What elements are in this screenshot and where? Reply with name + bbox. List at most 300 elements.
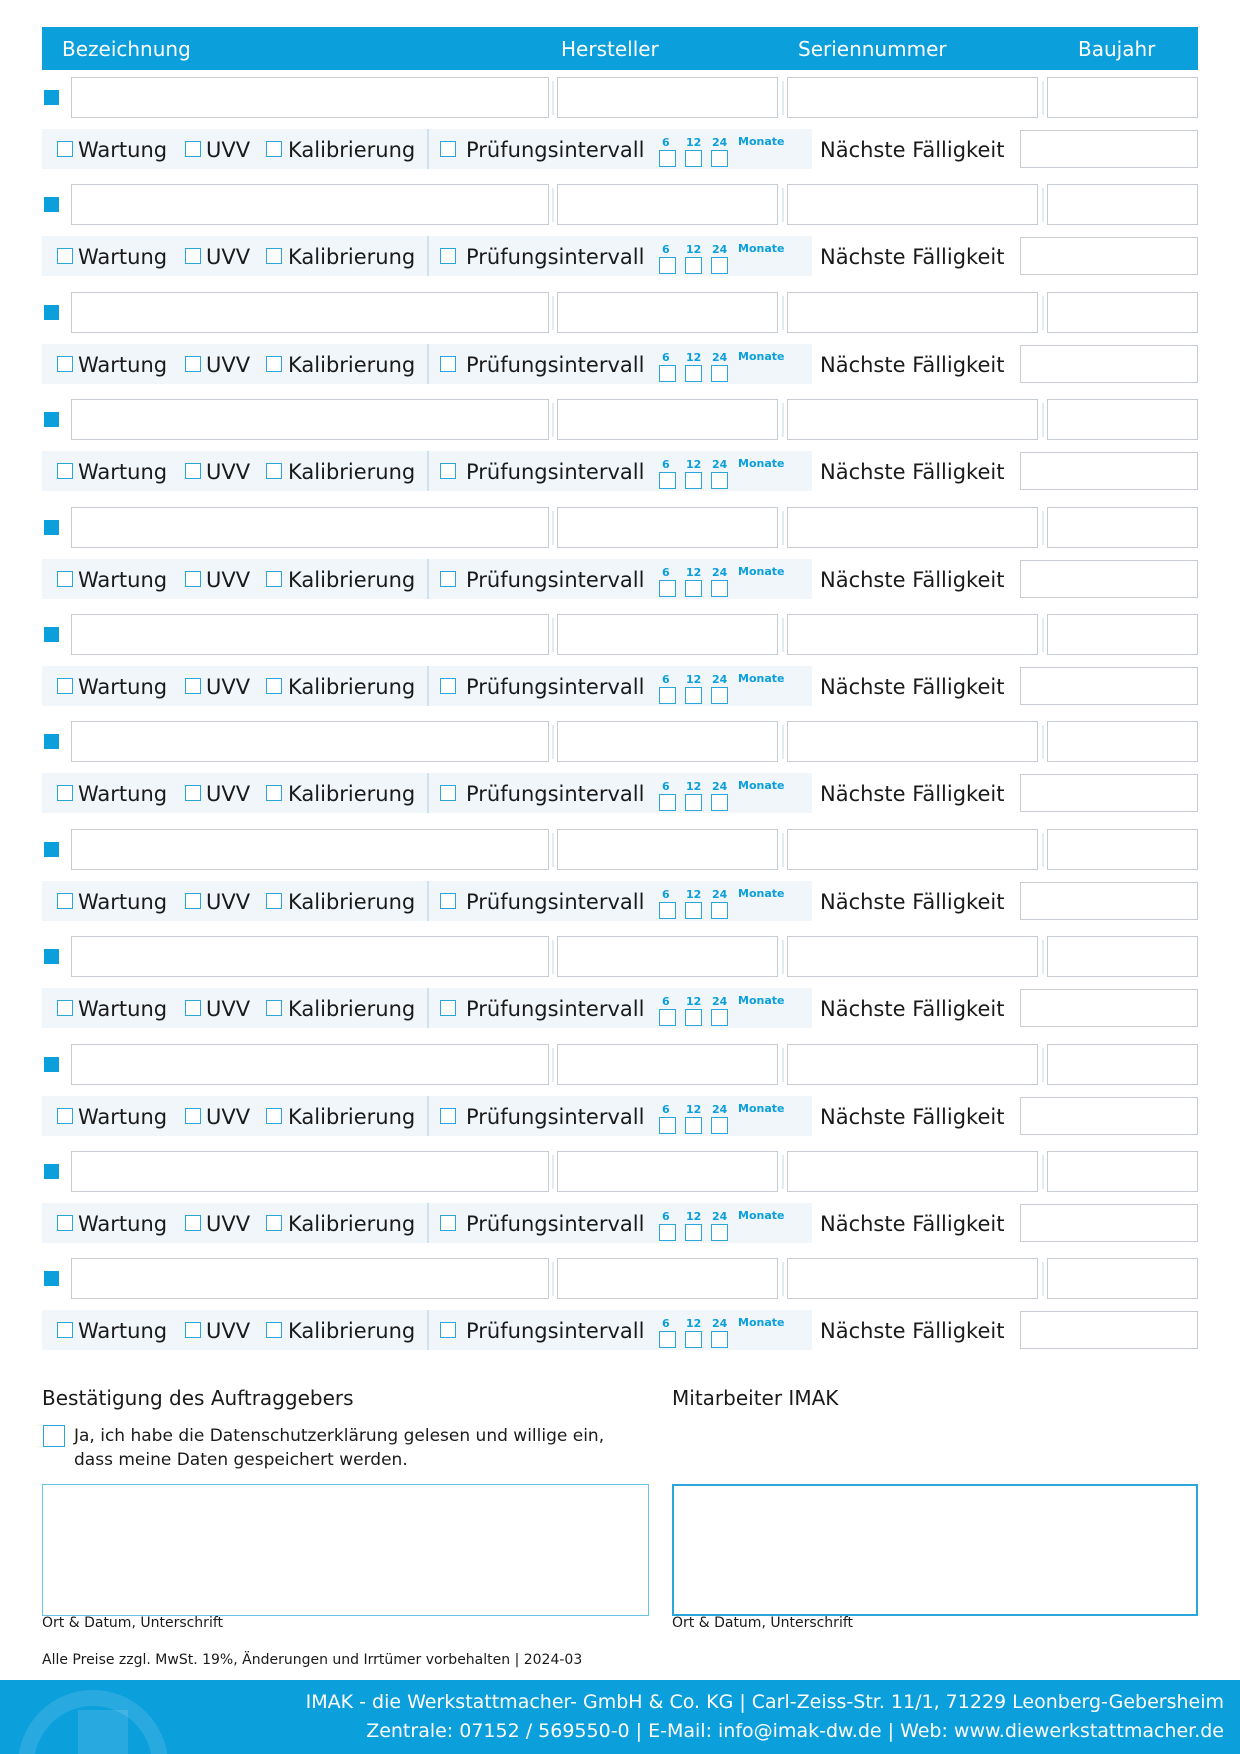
baujahr-field[interactable] (1047, 721, 1198, 762)
interval-24-checkbox[interactable] (711, 472, 728, 489)
baujahr-field[interactable] (1047, 77, 1198, 118)
wartung-label: Wartung (78, 890, 168, 914)
naechste-faelligkeit-field[interactable] (1020, 560, 1198, 598)
hersteller-field[interactable] (557, 184, 778, 225)
hersteller-field[interactable] (557, 292, 778, 333)
uvv-label: UVV (206, 675, 251, 699)
monate-label: Monate (738, 779, 785, 792)
column-divider (782, 618, 784, 652)
interval-24-checkbox[interactable] (711, 1224, 728, 1241)
pruefungsintervall-label: Prüfungsintervall (466, 138, 645, 162)
naechste-faelligkeit-field[interactable] (1020, 345, 1198, 383)
options-divider (427, 236, 429, 276)
uvv-label: UVV (206, 890, 251, 914)
column-divider (1042, 1262, 1044, 1296)
column-divider (782, 511, 784, 545)
column-header-seriennummer: Seriennummer (798, 37, 947, 61)
options-divider (427, 129, 429, 169)
baujahr-field[interactable] (1047, 184, 1198, 225)
column-divider (552, 940, 554, 974)
equipment-entry (0, 77, 1240, 181)
interval-24-checkbox[interactable] (711, 1009, 728, 1026)
seriennummer-field[interactable] (787, 721, 1038, 762)
interval-12-label: 12 (686, 1210, 702, 1223)
wartung-label: Wartung (78, 1212, 168, 1236)
interval-24-checkbox[interactable] (711, 794, 728, 811)
interval-24-checkbox[interactable] (711, 365, 728, 382)
bezeichnung-field[interactable] (71, 1151, 549, 1192)
bezeichnung-field[interactable] (71, 614, 549, 655)
wartung-label: Wartung (78, 675, 168, 699)
monate-label: Monate (738, 242, 785, 255)
equipment-entry (0, 614, 1240, 718)
pruefungsintervall-checkbox[interactable] (440, 678, 456, 694)
interval-24-checkbox[interactable] (711, 687, 728, 704)
interval-6-checkbox[interactable] (659, 794, 676, 811)
bezeichnung-field[interactable] (71, 292, 549, 333)
hersteller-field[interactable] (557, 614, 778, 655)
baujahr-field[interactable] (1047, 507, 1198, 548)
customer-signature-caption: Ort & Datum, Unterschrift (42, 1615, 224, 1631)
interval-24-label: 24 (712, 1103, 728, 1116)
equipment-entry (0, 1258, 1240, 1362)
pruefungsintervall-label: Prüfungsintervall (466, 675, 645, 699)
kalibrierung-label: Kalibrierung (288, 997, 416, 1021)
interval-6-label: 6 (662, 566, 670, 579)
interval-12-label: 12 (686, 243, 702, 256)
interval-24-checkbox[interactable] (711, 1117, 728, 1134)
row-marker (44, 1164, 59, 1179)
interval-24-label: 24 (712, 566, 728, 579)
interval-6-checkbox[interactable] (659, 687, 676, 704)
interval-6-checkbox[interactable] (659, 365, 676, 382)
interval-6-label: 6 (662, 1317, 670, 1330)
seriennummer-field[interactable] (787, 184, 1038, 225)
row-marker (44, 949, 59, 964)
disclaimer-text: Alle Preise zzgl. MwSt. 19%, Änderungen und Irrtümer vorbehalten | 2024-03 (42, 1652, 583, 1668)
column-divider (1042, 403, 1044, 437)
interval-12-checkbox[interactable] (685, 687, 702, 704)
wartung-checkbox[interactable] (57, 1215, 73, 1231)
interval-12-checkbox[interactable] (685, 472, 702, 489)
baujahr-field[interactable] (1047, 614, 1198, 655)
interval-6-checkbox[interactable] (659, 1009, 676, 1026)
pruefungsintervall-label: Prüfungsintervall (466, 460, 645, 484)
interval-6-label: 6 (662, 243, 670, 256)
column-divider (782, 1048, 784, 1082)
options-divider (427, 881, 429, 921)
naechste-faelligkeit-field[interactable] (1020, 989, 1198, 1027)
row-marker (44, 520, 59, 535)
bezeichnung-field[interactable] (71, 721, 549, 762)
naechste-faelligkeit-label: Nächste Fälligkeit (820, 245, 1005, 269)
naechste-faelligkeit-label: Nächste Fälligkeit (820, 997, 1005, 1021)
wartung-checkbox[interactable] (57, 248, 73, 264)
interval-24-label: 24 (712, 458, 728, 471)
interval-6-checkbox[interactable] (659, 580, 676, 597)
interval-12-checkbox[interactable] (685, 580, 702, 597)
hersteller-field[interactable] (557, 829, 778, 870)
column-divider (782, 833, 784, 867)
row-marker (44, 1271, 59, 1286)
monate-label: Monate (738, 1102, 785, 1115)
naechste-faelligkeit-label: Nächste Fälligkeit (820, 568, 1005, 592)
naechste-faelligkeit-field[interactable] (1020, 452, 1198, 490)
interval-24-label: 24 (712, 351, 728, 364)
kalibrierung-label: Kalibrierung (288, 460, 416, 484)
hersteller-field[interactable] (557, 1044, 778, 1085)
interval-6-label: 6 (662, 995, 670, 1008)
wartung-label: Wartung (78, 245, 168, 269)
interval-24-label: 24 (712, 1317, 728, 1330)
kalibrierung-checkbox[interactable] (266, 571, 282, 587)
pruefungsintervall-checkbox[interactable] (440, 248, 456, 264)
interval-24-label: 24 (712, 243, 728, 256)
interval-6-checkbox[interactable] (659, 1117, 676, 1134)
naechste-faelligkeit-field[interactable] (1020, 130, 1198, 168)
interval-12-label: 12 (686, 351, 702, 364)
monate-label: Monate (738, 457, 785, 470)
column-divider (782, 188, 784, 222)
pruefungsintervall-checkbox[interactable] (440, 571, 456, 587)
baujahr-field[interactable] (1047, 936, 1198, 977)
kalibrierung-label: Kalibrierung (288, 568, 416, 592)
pruefungsintervall-checkbox[interactable] (440, 1000, 456, 1016)
row-marker (44, 1057, 59, 1072)
interval-6-checkbox[interactable] (659, 1224, 676, 1241)
wartung-label: Wartung (78, 1319, 168, 1343)
kalibrierung-label: Kalibrierung (288, 245, 416, 269)
wartung-checkbox[interactable] (57, 463, 73, 479)
wartung-checkbox[interactable] (57, 1000, 73, 1016)
seriennummer-field[interactable] (787, 77, 1038, 118)
kalibrierung-checkbox[interactable] (266, 1322, 282, 1338)
interval-24-checkbox[interactable] (711, 150, 728, 167)
kalibrierung-checkbox[interactable] (266, 141, 282, 157)
naechste-faelligkeit-field[interactable] (1020, 882, 1198, 920)
baujahr-field[interactable] (1047, 1151, 1198, 1192)
interval-6-label: 6 (662, 136, 670, 149)
column-divider (1042, 188, 1044, 222)
naechste-faelligkeit-field[interactable] (1020, 1311, 1198, 1349)
kalibrierung-label: Kalibrierung (288, 1319, 416, 1343)
confirmation-title: Bestätigung des Auftraggebers (42, 1386, 354, 1410)
column-divider (1042, 940, 1044, 974)
uvv-label: UVV (206, 568, 251, 592)
bezeichnung-field[interactable] (71, 1044, 549, 1085)
kalibrierung-checkbox[interactable] (266, 1108, 282, 1124)
employee-title: Mitarbeiter IMAK (672, 1386, 839, 1410)
bezeichnung-field[interactable] (71, 399, 549, 440)
wartung-label: Wartung (78, 138, 168, 162)
kalibrierung-label: Kalibrierung (288, 1105, 416, 1129)
pruefungsintervall-label: Prüfungsintervall (466, 353, 645, 377)
column-divider (782, 1262, 784, 1296)
kalibrierung-checkbox[interactable] (266, 248, 282, 264)
wartung-label: Wartung (78, 568, 168, 592)
bezeichnung-field[interactable] (71, 77, 549, 118)
pruefungsintervall-label: Prüfungsintervall (466, 997, 645, 1021)
baujahr-field[interactable] (1047, 399, 1198, 440)
column-divider (552, 833, 554, 867)
hersteller-field[interactable] (557, 399, 778, 440)
baujahr-field[interactable] (1047, 292, 1198, 333)
naechste-faelligkeit-field[interactable] (1020, 1204, 1198, 1242)
pruefungsintervall-checkbox[interactable] (440, 893, 456, 909)
interval-12-checkbox[interactable] (685, 902, 702, 919)
interval-24-checkbox[interactable] (711, 1331, 728, 1348)
column-divider (1042, 81, 1044, 115)
uvv-checkbox[interactable] (185, 141, 201, 157)
wartung-label: Wartung (78, 997, 168, 1021)
seriennummer-field[interactable] (787, 507, 1038, 548)
equipment-entry (0, 292, 1240, 396)
wartung-checkbox[interactable] (57, 893, 73, 909)
pruefungsintervall-label: Prüfungsintervall (466, 890, 645, 914)
customer-signature-box[interactable] (42, 1484, 649, 1616)
naechste-faelligkeit-label: Nächste Fälligkeit (820, 1319, 1005, 1343)
kalibrierung-checkbox[interactable] (266, 893, 282, 909)
options-divider (427, 666, 429, 706)
kalibrierung-checkbox[interactable] (266, 356, 282, 372)
interval-24-checkbox[interactable] (711, 257, 728, 274)
wartung-label: Wartung (78, 460, 168, 484)
interval-24-checkbox[interactable] (711, 580, 728, 597)
column-header-hersteller: Hersteller (561, 37, 659, 61)
pruefungsintervall-checkbox[interactable] (440, 785, 456, 801)
naechste-faelligkeit-label: Nächste Fälligkeit (820, 353, 1005, 377)
interval-6-checkbox[interactable] (659, 150, 676, 167)
column-divider (1042, 296, 1044, 330)
wartung-label: Wartung (78, 353, 168, 377)
monate-label: Monate (738, 887, 785, 900)
interval-6-checkbox[interactable] (659, 472, 676, 489)
uvv-label: UVV (206, 460, 251, 484)
wartung-checkbox[interactable] (57, 356, 73, 372)
interval-12-label: 12 (686, 1103, 702, 1116)
column-divider (552, 403, 554, 437)
hersteller-field[interactable] (557, 1258, 778, 1299)
seriennummer-field[interactable] (787, 292, 1038, 333)
interval-6-checkbox[interactable] (659, 257, 676, 274)
hersteller-field[interactable] (557, 936, 778, 977)
row-marker (44, 842, 59, 857)
pruefungsintervall-checkbox[interactable] (440, 141, 456, 157)
uvv-label: UVV (206, 1105, 251, 1129)
bezeichnung-field[interactable] (71, 936, 549, 977)
interval-12-checkbox[interactable] (685, 257, 702, 274)
seriennummer-field[interactable] (787, 399, 1038, 440)
pruefungsintervall-label: Prüfungsintervall (466, 1105, 645, 1129)
pruefungsintervall-checkbox[interactable] (440, 1322, 456, 1338)
uvv-checkbox[interactable] (185, 248, 201, 264)
uvv-label: UVV (206, 245, 251, 269)
interval-12-checkbox[interactable] (685, 365, 702, 382)
interval-12-checkbox[interactable] (685, 1009, 702, 1026)
column-header-baujahr: Baujahr (1078, 37, 1156, 61)
uvv-checkbox[interactable] (185, 1000, 201, 1016)
wartung-label: Wartung (78, 1105, 168, 1129)
interval-12-checkbox[interactable] (685, 1224, 702, 1241)
naechste-faelligkeit-label: Nächste Fälligkeit (820, 890, 1005, 914)
monate-label: Monate (738, 994, 785, 1007)
interval-6-checkbox[interactable] (659, 1331, 676, 1348)
wartung-checkbox[interactable] (57, 785, 73, 801)
interval-12-label: 12 (686, 136, 702, 149)
employee-signature-box[interactable] (672, 1484, 1198, 1616)
equipment-entry (0, 829, 1240, 933)
kalibrierung-checkbox[interactable] (266, 1215, 282, 1231)
kalibrierung-label: Kalibrierung (288, 675, 416, 699)
uvv-checkbox[interactable] (185, 463, 201, 479)
interval-24-label: 24 (712, 673, 728, 686)
wartung-checkbox[interactable] (57, 1108, 73, 1124)
column-divider (782, 725, 784, 759)
kalibrierung-checkbox[interactable] (266, 678, 282, 694)
interval-12-checkbox[interactable] (685, 1117, 702, 1134)
row-marker (44, 627, 59, 642)
equipment-entry (0, 399, 1240, 503)
kalibrierung-checkbox[interactable] (266, 785, 282, 801)
uvv-checkbox[interactable] (185, 356, 201, 372)
column-header-bezeichnung: Bezeichnung (62, 37, 191, 61)
kalibrierung-checkbox[interactable] (266, 463, 282, 479)
naechste-faelligkeit-label: Nächste Fälligkeit (820, 1212, 1005, 1236)
options-divider (427, 1203, 429, 1243)
uvv-label: UVV (206, 782, 251, 806)
pruefungsintervall-label: Prüfungsintervall (466, 782, 645, 806)
uvv-checkbox[interactable] (185, 893, 201, 909)
hersteller-field[interactable] (557, 721, 778, 762)
wartung-label: Wartung (78, 782, 168, 806)
monate-label: Monate (738, 1209, 785, 1222)
table-header (42, 27, 1198, 70)
column-divider (552, 1155, 554, 1189)
bezeichnung-field[interactable] (71, 829, 549, 870)
baujahr-field[interactable] (1047, 1044, 1198, 1085)
options-divider (427, 1096, 429, 1136)
hersteller-field[interactable] (557, 77, 778, 118)
row-marker (44, 197, 59, 212)
pruefungsintervall-checkbox[interactable] (440, 356, 456, 372)
equipment-entry (0, 721, 1240, 825)
equipment-entry (0, 184, 1240, 288)
interval-24-label: 24 (712, 1210, 728, 1223)
baujahr-field[interactable] (1047, 1258, 1198, 1299)
naechste-faelligkeit-label: Nächste Fälligkeit (820, 1105, 1005, 1129)
seriennummer-field[interactable] (787, 1258, 1038, 1299)
uvv-label: UVV (206, 997, 251, 1021)
column-divider (1042, 725, 1044, 759)
naechste-faelligkeit-field[interactable] (1020, 774, 1198, 812)
column-divider (1042, 511, 1044, 545)
brand-mark-shape (78, 1710, 128, 1754)
column-divider (552, 511, 554, 545)
pruefungsintervall-label: Prüfungsintervall (466, 568, 645, 592)
interval-24-label: 24 (712, 780, 728, 793)
pruefungsintervall-label: Prüfungsintervall (466, 1212, 645, 1236)
equipment-entry (0, 507, 1240, 611)
interval-24-checkbox[interactable] (711, 902, 728, 919)
interval-12-label: 12 (686, 566, 702, 579)
uvv-checkbox[interactable] (185, 1322, 201, 1338)
monate-label: Monate (738, 350, 785, 363)
baujahr-field[interactable] (1047, 829, 1198, 870)
interval-12-label: 12 (686, 995, 702, 1008)
interval-12-checkbox[interactable] (685, 794, 702, 811)
seriennummer-field[interactable] (787, 1044, 1038, 1085)
interval-24-label: 24 (712, 136, 728, 149)
wartung-checkbox[interactable] (57, 678, 73, 694)
interval-6-checkbox[interactable] (659, 902, 676, 919)
options-divider (427, 559, 429, 599)
naechste-faelligkeit-label: Nächste Fälligkeit (820, 138, 1005, 162)
seriennummer-field[interactable] (787, 936, 1038, 977)
uvv-checkbox[interactable] (185, 1108, 201, 1124)
column-divider (552, 1262, 554, 1296)
seriennummer-field[interactable] (787, 1151, 1038, 1192)
bezeichnung-field[interactable] (71, 1258, 549, 1299)
kalibrierung-checkbox[interactable] (266, 1000, 282, 1016)
wartung-checkbox[interactable] (57, 1322, 73, 1338)
naechste-faelligkeit-field[interactable] (1020, 1097, 1198, 1135)
bezeichnung-field[interactable] (71, 184, 549, 225)
wartung-checkbox[interactable] (57, 141, 73, 157)
seriennummer-field[interactable] (787, 829, 1038, 870)
interval-6-label: 6 (662, 780, 670, 793)
column-divider (1042, 618, 1044, 652)
options-divider (427, 773, 429, 813)
monate-label: Monate (738, 672, 785, 685)
footer-company-address: IMAK - die Werkstattmacher- GmbH & Co. KG | Carl-Zeiss-Str. 11/1, 71229 Leonberg-Gebersheim (305, 1691, 1224, 1713)
pruefungsintervall-checkbox[interactable] (440, 463, 456, 479)
equipment-entry (0, 1044, 1240, 1148)
interval-6-label: 6 (662, 888, 670, 901)
consent-checkbox[interactable] (43, 1425, 65, 1447)
interval-24-label: 24 (712, 888, 728, 901)
pruefungsintervall-checkbox[interactable] (440, 1215, 456, 1231)
options-divider (427, 988, 429, 1028)
column-divider (782, 940, 784, 974)
monate-label: Monate (738, 1316, 785, 1329)
interval-12-checkbox[interactable] (685, 150, 702, 167)
naechste-faelligkeit-label: Nächste Fälligkeit (820, 782, 1005, 806)
uvv-checkbox[interactable] (185, 678, 201, 694)
bezeichnung-field[interactable] (71, 507, 549, 548)
interval-12-checkbox[interactable] (685, 1331, 702, 1348)
naechste-faelligkeit-field[interactable] (1020, 237, 1198, 275)
hersteller-field[interactable] (557, 507, 778, 548)
uvv-checkbox[interactable] (185, 785, 201, 801)
hersteller-field[interactable] (557, 1151, 778, 1192)
interval-6-label: 6 (662, 458, 670, 471)
monate-label: Monate (738, 565, 785, 578)
kalibrierung-label: Kalibrierung (288, 353, 416, 377)
uvv-checkbox[interactable] (185, 571, 201, 587)
wartung-checkbox[interactable] (57, 571, 73, 587)
options-divider (427, 451, 429, 491)
pruefungsintervall-label: Prüfungsintervall (466, 245, 645, 269)
kalibrierung-label: Kalibrierung (288, 890, 416, 914)
uvv-checkbox[interactable] (185, 1215, 201, 1231)
column-divider (1042, 833, 1044, 867)
pruefungsintervall-checkbox[interactable] (440, 1108, 456, 1124)
naechste-faelligkeit-field[interactable] (1020, 667, 1198, 705)
seriennummer-field[interactable] (787, 614, 1038, 655)
interval-12-label: 12 (686, 458, 702, 471)
column-divider (552, 1048, 554, 1082)
interval-12-label: 12 (686, 1317, 702, 1330)
